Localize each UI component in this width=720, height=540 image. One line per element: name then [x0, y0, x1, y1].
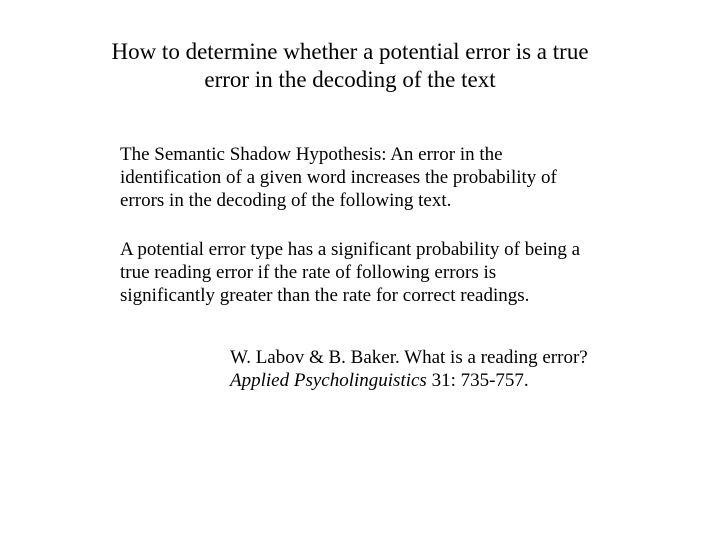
citation	[230, 346, 690, 392]
hypothesis-paragraph	[120, 143, 640, 212]
hypothesis-line-1: The Semantic Shadow Hypothesis: An error in the	[120, 144, 503, 165]
citation-authors-title: W. Labov & B. Baker. What is a reading error?	[230, 347, 588, 368]
hypothesis-line-2: identification of a given word increases the probability of	[120, 167, 557, 188]
criterion-paragraph	[120, 238, 640, 307]
criterion-line-1: A potential error type has a significant probability of being a	[120, 239, 581, 260]
citation-source	[230, 369, 690, 392]
citation-journal: Applied Psycholinguistics	[230, 370, 427, 391]
hypothesis-line-3: errors in the decoding of the following text.	[120, 190, 452, 211]
title-line-1: How to determine whether a potential error is a true	[111, 39, 589, 64]
criterion-line-2: true reading error if the rate of following errors is	[120, 262, 497, 283]
citation-volume-pages: 31: 735-757.	[426, 370, 529, 391]
slide-title	[60, 38, 640, 94]
title-line-2: error in the decoding of the text	[204, 67, 496, 92]
criterion-line-3: significantly greater than the rate for correct readings.	[120, 285, 530, 306]
